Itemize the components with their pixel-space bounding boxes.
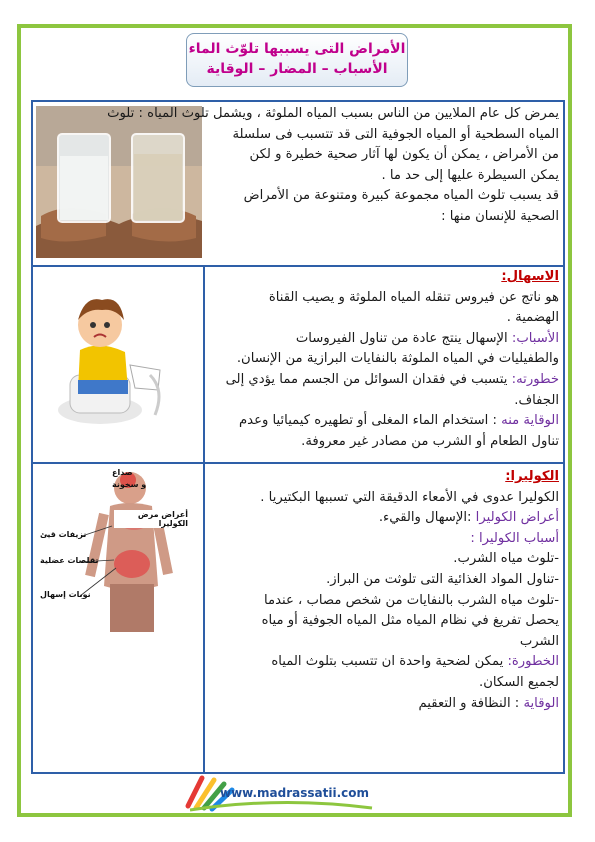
diarrhea-danger-1: يتسبب في فقدان السوائل من الجسم مما يؤدي إلى xyxy=(225,371,512,387)
cholera-danger-1: يمكن لضحية واحدة ان تتسبب بتلوث المياه xyxy=(271,654,508,670)
cholera-prevention-line xyxy=(205,694,559,715)
diarrhea-child-image xyxy=(40,280,185,430)
title-line-2: الأسباب – المضار – الوقاية xyxy=(206,61,388,77)
diarrhea-prevention-line xyxy=(205,411,559,432)
diarrhea-heading: الاسهال: xyxy=(501,269,559,284)
intro-text xyxy=(60,104,559,125)
cholera-prevention: : النظافة و التعقيم xyxy=(418,695,524,711)
cholera-cause-4: يحصل تفريغ في نظام المياه مثل المياه الجوفية أو مياه xyxy=(261,613,559,629)
footer-url[interactable]: www.madrassatii.com xyxy=(220,786,370,800)
diarrhea-danger-label: خطورته: xyxy=(511,371,559,387)
cholera-prevention-label: الوقاية xyxy=(523,695,559,711)
title-box xyxy=(186,33,408,87)
intro-line-4: يمكن السيطرة عليها إلى حد ما . xyxy=(381,167,559,183)
cholera-body-image xyxy=(40,466,188,634)
diarrhea-text xyxy=(205,267,559,452)
cholera-cause-5: الشرب xyxy=(519,633,559,649)
cholera-label-diarrhea: نوبات إسهال xyxy=(40,590,91,599)
cholera-label-fever: و سخونة xyxy=(112,480,147,489)
diarrhea-causes-1: الإسهال ينتج عادة من تناول الفيروسات xyxy=(295,330,512,346)
cholera-danger-label: الخطورة: xyxy=(507,654,559,670)
cholera-cause-3: -تلوث مياه الشرب بالنفايات من شخص مصاب ، عندما xyxy=(263,592,559,608)
cholera-symptoms-illustration xyxy=(40,466,188,634)
cholera-symptoms: :الإسهال والقيء. xyxy=(378,510,476,526)
water-glasses-illustration xyxy=(36,106,202,258)
diarrhea-def-1: هو ناتج عن فيروس تنقله المياه الملوثة و يصيب القناة xyxy=(268,289,559,305)
cholera-symptoms-label: أعراض الكوليرا xyxy=(475,510,559,526)
cholera-danger-line xyxy=(205,652,559,673)
cholera-label-vomit: نزيفات قيئ xyxy=(40,530,87,539)
cholera-label-title: أعراض مرض الكوليرا xyxy=(114,510,188,528)
cholera-label-cramps: تقلصات عضلية xyxy=(40,556,99,565)
cholera-cause-2: -تناول المواد الغذائية التى تلوثت من البراز. xyxy=(326,571,559,587)
diarrhea-prevention-label: الوقاية منه xyxy=(501,413,559,429)
footer-logo xyxy=(180,772,380,812)
cholera-danger-2: لجميع السكان. xyxy=(479,674,559,690)
water-glasses-image xyxy=(36,106,202,258)
diarrhea-causes-label: الأسباب: xyxy=(511,330,559,346)
cholera-symptoms-line xyxy=(205,508,559,529)
intro-line-6: الصحية للإنسان منها : xyxy=(441,208,559,224)
row-divider-2 xyxy=(33,462,563,464)
diarrhea-causes-line xyxy=(205,329,559,350)
diarrhea-danger-2: الجفاف. xyxy=(514,392,559,408)
cholera-cause-1: -تلوث مياه الشرب. xyxy=(453,551,559,567)
diarrhea-prevention-1: : استخدام الماء المغلى أو تطهيره كيميائيا وعدم xyxy=(239,413,502,429)
cholera-heading: الكوليرا: xyxy=(505,469,559,484)
intro-line-3: من الأمراض ، يمكن أن يكون لها آثار صحية خطيرة و لكن xyxy=(249,147,559,163)
intro-line-5: قد يسبب تلوث المياه مجموعة كبيرة ومتنوعة من الأمراض xyxy=(243,188,559,204)
diarrhea-prevention-2: تناول الطعام أو الشرب من مصادر غير معروفة. xyxy=(301,433,559,449)
cholera-def: الكوليرا عدوى في الأمعاء الدقيقة التي تسببها البكتيريا . xyxy=(260,489,559,505)
cholera-text xyxy=(205,467,559,714)
diarrhea-causes-2: والطفيليات في المياه الملوثة بالنفايات البرازية من الإنسان. xyxy=(236,351,559,367)
cholera-label-headache: صداع xyxy=(112,468,133,477)
intro-line-1: يمرض كل عام الملايين من الناس بسبب المياه الملوثة ، ويشمل تلوث المياه : تلوث xyxy=(107,106,559,121)
intro-line-2: المياه السطحية أو المياه الجوفية التى قد تتسبب فى سلسلة xyxy=(232,126,559,142)
cholera-causes-label: أسباب الكوليرا : xyxy=(470,530,559,546)
intro-text-continued xyxy=(205,125,559,228)
diarrhea-danger-line xyxy=(205,370,559,391)
title-line-1: الأمراض التى يسببها تلوّث الماء xyxy=(188,41,406,57)
diarrhea-def-2: الهضمية . xyxy=(506,310,559,326)
child-on-toilet-illustration xyxy=(40,280,185,430)
